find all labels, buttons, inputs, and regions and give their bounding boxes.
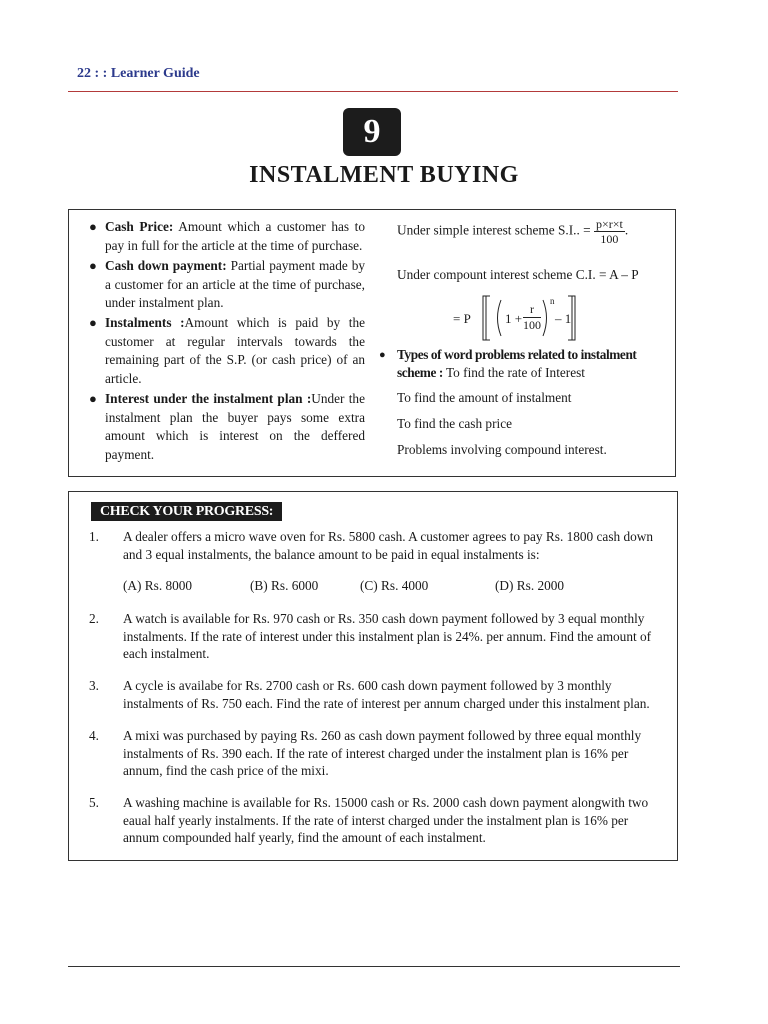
question-number: 3. bbox=[89, 678, 99, 693]
definition-text: Under the instalment plan the buyer pays some extra amount which is interest on the deffered payment. bbox=[105, 391, 365, 462]
definition-text: Partial payment made by a customer for an article at the time of purchase, under instalment plan. bbox=[105, 258, 365, 311]
summary-box bbox=[68, 209, 676, 477]
ci-fraction bbox=[523, 302, 541, 333]
question-text: A cycle is availabe for Rs. 2700 cash or Rs. 600 cash down payment followed by 3 monthly instalments of Rs. 750 each. Find the rate of interest per annum charged under this instalment plan. bbox=[123, 678, 650, 711]
definition-item bbox=[89, 218, 365, 255]
option-a: (A) Rs. 8000 bbox=[123, 578, 193, 593]
bullet-icon: ● bbox=[89, 315, 97, 330]
definition-item bbox=[89, 390, 365, 464]
question-item bbox=[89, 610, 661, 663]
definition-text: Amount which a customer has to pay in full for the article at the time of purchase. bbox=[105, 219, 365, 253]
ci-one-plus: 1 + bbox=[505, 311, 523, 326]
types-heading-item bbox=[379, 346, 669, 382]
chapter-number-badge: 9 bbox=[343, 108, 401, 156]
option-b: (B) Rs. 6000 bbox=[250, 578, 319, 593]
definition-term: Interest under the instalment plan : bbox=[105, 391, 312, 406]
question-item bbox=[89, 794, 661, 847]
chapter-title: INSTALMENT BUYING bbox=[249, 162, 519, 188]
ci-p: = P bbox=[453, 311, 471, 326]
ci-minus-one: – 1 bbox=[555, 311, 572, 326]
definition-term: Cash down payment: bbox=[105, 258, 227, 273]
question-item bbox=[89, 727, 661, 780]
option-c: (C) Rs. 4000 bbox=[360, 578, 429, 593]
question-item bbox=[89, 528, 661, 563]
ci-exponent: n bbox=[550, 296, 555, 306]
bullet-icon: ● bbox=[89, 219, 97, 234]
si-fraction bbox=[594, 217, 625, 246]
types-item: To find the cash price bbox=[397, 416, 513, 431]
footer-rule bbox=[68, 966, 680, 967]
si-denominator: 100 bbox=[600, 232, 619, 246]
check-progress-box bbox=[68, 491, 678, 861]
question-text: A mixi was purchased by paying Rs. 260 as cash down payment followed by three equal monthly instalments of Rs. 390 each. If the rate of interest charged under the instalment plan is 16% per annum, find the cash price of the mixi. bbox=[123, 728, 642, 778]
si-label: Under simple interest scheme S.I.. = bbox=[397, 222, 591, 238]
question-number: 5. bbox=[89, 795, 99, 810]
bullet-icon: ● bbox=[379, 349, 386, 361]
types-item: To find the amount of instalment bbox=[397, 390, 572, 405]
types-first: To find the rate of Interest bbox=[442, 365, 585, 380]
question-text: A washing machine is available for Rs. 15000 cash or Rs. 2000 cash down payment alongwith two eaual half yearly instalments. If the rate of interst charged under the instalment plan is 16% per annum compounded half yearly, find the amount of each instalment. bbox=[123, 795, 649, 845]
question-text: A watch is available for Rs. 970 cash or Rs. 350 cash down payment followed by 3 equal monthly instalments. If the rate of interest under this instalment plan is 24%. per annum. Find the amount of each instalment. bbox=[123, 611, 652, 661]
question-number: 1. bbox=[89, 529, 99, 544]
definition-item bbox=[89, 257, 365, 312]
header-rule bbox=[68, 91, 678, 92]
si-period: . bbox=[624, 222, 629, 238]
definition-item bbox=[89, 314, 365, 388]
question-item bbox=[89, 677, 661, 712]
definition-term: Cash Price: bbox=[105, 219, 174, 234]
running-header: 22 : : Learner Guide bbox=[77, 66, 200, 81]
definition-term: Instalments : bbox=[105, 315, 185, 330]
ci-100: 100 bbox=[523, 318, 541, 332]
bullet-icon: ● bbox=[89, 391, 97, 406]
definition-text: Amount which is paid by the customer at regular intervals towards the remaining part of the S.P. (or cash price) of an article. bbox=[105, 315, 365, 386]
question-number: 4. bbox=[89, 728, 99, 743]
question-text: A dealer offers a micro wave oven for Rs. 5800 cash. A customer agrees to pay Rs. 1800 cash down and 3 equal instalments, the balance amount to be paid in equal instalments is: bbox=[123, 529, 654, 562]
bullet-icon: ● bbox=[89, 258, 97, 273]
ci-r: r bbox=[523, 302, 541, 318]
compound-interest-formula: Under compount interest scheme C.I. = A – P bbox=[397, 267, 639, 282]
check-progress-label: CHECK YOUR PROGRESS: bbox=[91, 502, 282, 521]
ci-expansion bbox=[453, 292, 653, 344]
si-numerator: p×r×t bbox=[595, 217, 623, 231]
types-item: Problems involving compound interest. bbox=[397, 442, 607, 457]
types-list bbox=[379, 346, 669, 459]
types-heading: Types of word problems related to instalment scheme : bbox=[397, 347, 637, 380]
option-d: (D) Rs. 2000 bbox=[495, 578, 565, 593]
definitions-column bbox=[89, 218, 365, 466]
question-number: 2. bbox=[89, 611, 99, 626]
simple-interest-formula bbox=[397, 217, 628, 246]
